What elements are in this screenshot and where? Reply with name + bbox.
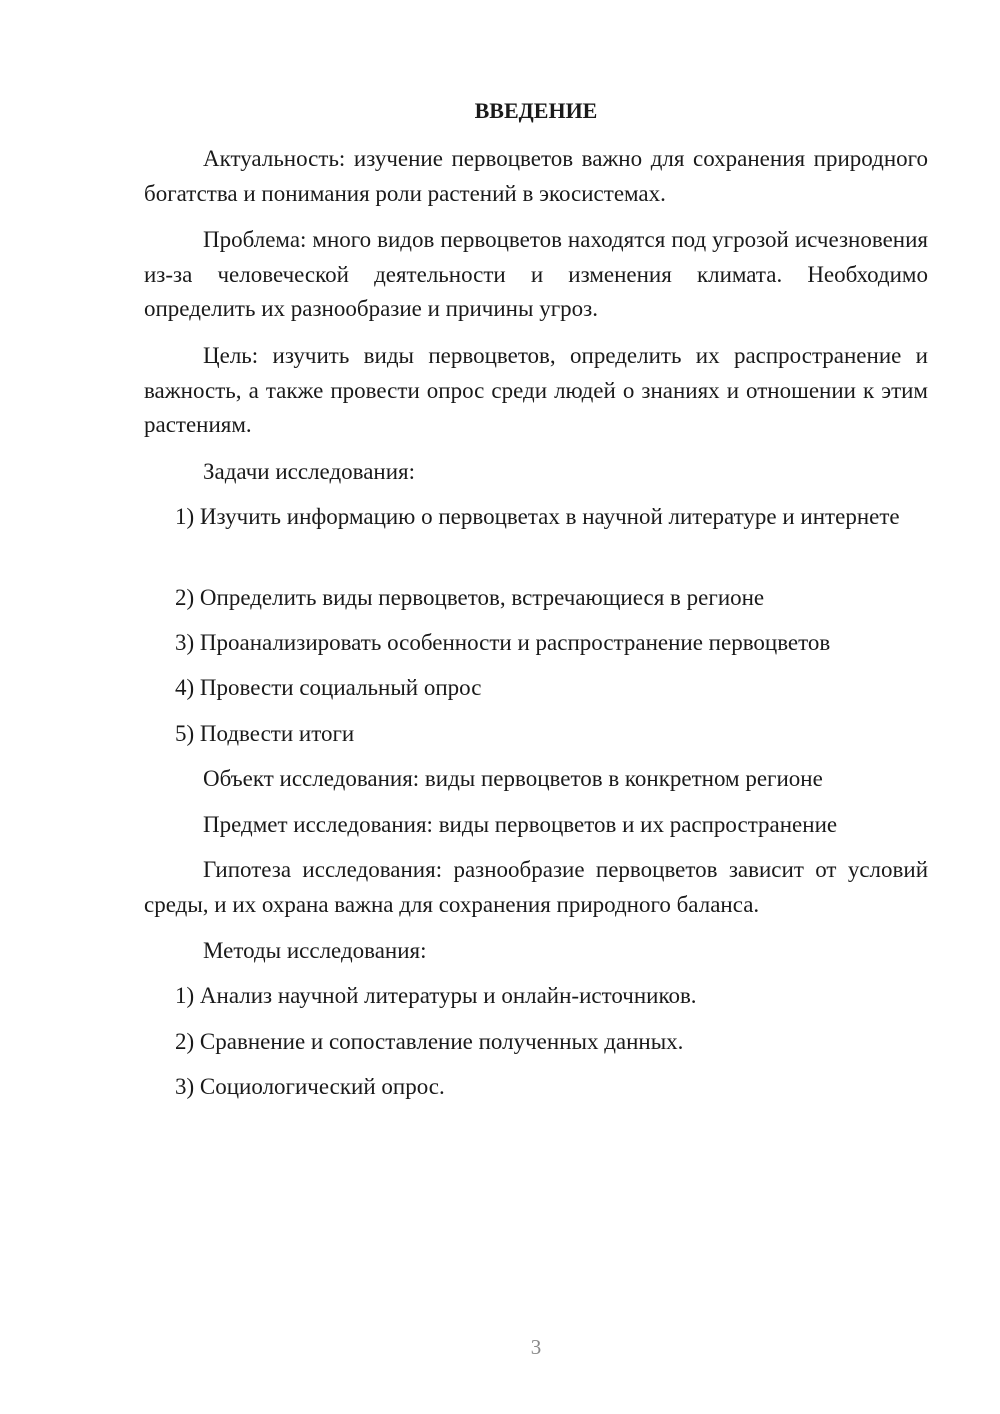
method-item-2: 2) Сравнение и сопоставление полученных данных.	[175, 1029, 684, 1054]
paragraph-tasks-heading: Задачи исследования:	[203, 459, 416, 484]
paragraph-subject: Предмет исследования: виды первоцветов и их распространение	[203, 812, 838, 837]
task-item-2: 2) Определить виды первоцветов, встречающиеся в регионе	[175, 585, 765, 610]
section-title: ВВЕДЕНИЕ	[474, 98, 598, 123]
page-number: 3	[530, 1335, 542, 1359]
task-item-5: 5) Подвести итоги	[175, 721, 355, 746]
method-item-3: 3) Социологический опрос.	[175, 1074, 445, 1099]
task-item-1: 1) Изучить информацию о первоцветах в научной литературе и интернете	[175, 504, 900, 529]
paragraph-problem: Проблема: много видов первоцветов находятся под угрозой исчезновения из-за человеческой деятельности и изменения климата. Необходимо определить их разнообразие и причины угроз.	[144, 227, 928, 321]
paragraph-hypothesis: Гипотеза исследования: разнообразие первоцветов зависит от условий среды, и их охрана важна для сохранения природного баланса.	[144, 857, 928, 917]
paragraph-relevance: Актуальность: изучение первоцветов важно для сохранения природного богатства и понимания роли растений в экосистемах.	[144, 146, 928, 206]
paragraph-goal: Цель: изучить виды первоцветов, определить их распространение и важность, а также провести опрос среди людей о знаниях и отношении к этим растениям.	[144, 343, 928, 437]
paragraph-object: Объект исследования: виды первоцветов в конкретном регионе	[203, 766, 823, 791]
task-item-4: 4) Провести социальный опрос	[175, 675, 482, 700]
task-item-3: 3) Проанализировать особенности и распространение первоцветов	[175, 630, 831, 655]
paragraph-methods-heading: Методы исследования:	[203, 938, 427, 963]
method-item-1: 1) Анализ научной литературы и онлайн-источников.	[175, 983, 697, 1008]
